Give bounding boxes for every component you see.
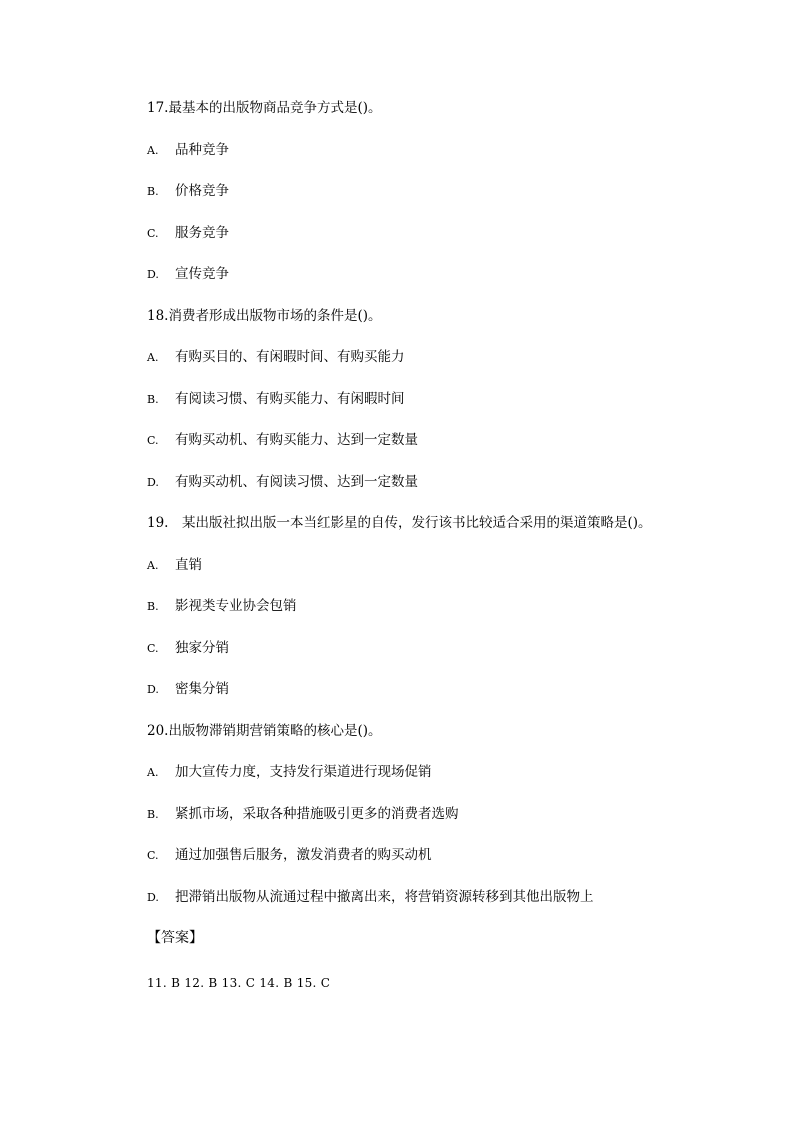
question-19-option-c [147, 639, 229, 658]
question-20-option-b [147, 805, 459, 824]
option-letter: C. [147, 227, 159, 240]
option-text: 紧抓市场，采取各种措施吸引更多的消费者选购 [175, 806, 459, 822]
option-text: 影视类专业协会包销 [175, 598, 297, 614]
option-letter: D. [147, 891, 159, 904]
option-letter: A. [147, 559, 159, 572]
question-17-option-d [147, 265, 229, 284]
question-18-option-d [147, 473, 418, 492]
question-20-option-a [147, 763, 432, 782]
option-text: 独家分销 [175, 640, 229, 656]
option-text: 有购买目的、有闲暇时间、有购买能力 [175, 349, 405, 365]
question-20-option-d [147, 888, 594, 907]
option-letter: C. [147, 642, 159, 655]
question-20-option-c [147, 846, 432, 865]
question-18-option-a [147, 348, 405, 367]
question-20-stem: 20.出版物滞销期营销策略的核心是()。 [147, 723, 382, 739]
question-18-stem: 18.消费者形成出版物市场的条件是()。 [147, 308, 382, 324]
option-text: 密集分销 [175, 681, 229, 697]
question-19-option-d [147, 680, 229, 699]
option-letter: B. [147, 185, 159, 198]
option-text: 有阅读习惯、有购买能力、有闲暇时间 [175, 391, 405, 407]
question-19-option-a [147, 556, 202, 575]
option-letter: B. [147, 393, 159, 406]
option-text: 宣传竞争 [175, 266, 229, 282]
option-text: 有购买动机、有阅读习惯、达到一定数量 [175, 474, 418, 490]
option-text: 把滞销出版物从流通过程中撤离出来，将营销资源转移到其他出版物上 [175, 889, 594, 905]
option-text: 价格竞争 [175, 183, 229, 199]
option-letter: B. [147, 600, 159, 613]
option-text: 品种竞争 [175, 142, 229, 158]
option-letter: D. [147, 683, 159, 696]
option-letter: A. [147, 766, 159, 779]
question-17-stem: 17.最基本的出版物商品竞争方式是()。 [147, 100, 382, 116]
option-letter: D. [147, 476, 159, 489]
question-18-option-c [147, 431, 418, 450]
option-letter: C. [147, 849, 159, 862]
question-19-option-b [147, 597, 297, 616]
question-17-option-a [147, 141, 229, 160]
option-text: 服务竞争 [175, 225, 229, 241]
option-letter: D. [147, 268, 159, 281]
option-text: 通过加强售后服务，激发消费者的购买动机 [175, 847, 432, 863]
option-letter: B. [147, 808, 159, 821]
answer-key-line: 11. B 12. B 13. C 14. B 15. C [147, 976, 331, 990]
option-letter: C. [147, 434, 159, 447]
answer-heading: 【答案】 [147, 930, 203, 946]
option-text: 有购买动机、有购买能力、达到一定数量 [175, 432, 418, 448]
question-17-option-c [147, 224, 229, 243]
option-text: 加大宣传力度，支持发行渠道进行现场促销 [175, 764, 432, 780]
question-19-stem: 19. 某出版社拟出版一本当红影星的自传，发行该书比较适合采用的渠道策略是()。 [147, 515, 652, 531]
option-letter: A. [147, 144, 159, 157]
option-letter: A. [147, 351, 159, 364]
option-text: 直销 [175, 557, 202, 573]
question-18-option-b [147, 390, 405, 409]
question-17-option-b [147, 182, 229, 201]
